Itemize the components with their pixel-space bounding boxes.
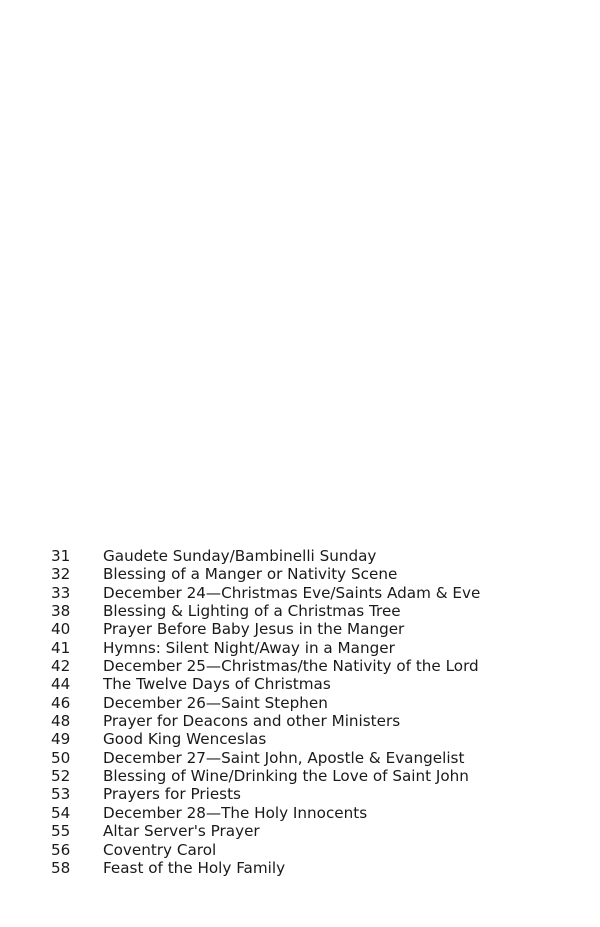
toc-entry (51, 602, 591, 620)
toc-entry (51, 859, 591, 877)
toc-entry-title: Prayer Before Baby Jesus in the Manger (103, 620, 405, 639)
toc-page-number: 44 (51, 675, 71, 694)
toc-page-number: 50 (51, 748, 71, 767)
toc-entry-title: Blessing of a Manger or Nativity Scene (103, 565, 398, 584)
toc-entry (51, 675, 591, 693)
toc-entry (51, 767, 591, 785)
toc-entry-title: Prayer for Deacons and other Ministers (103, 712, 401, 731)
toc-page-number: 42 (51, 657, 71, 676)
toc-entry (51, 841, 591, 859)
toc-entry-title: Prayers for Priests (103, 785, 241, 804)
toc-entry (51, 620, 591, 638)
toc-entry-title: December 28—The Holy Innocents (103, 803, 368, 822)
toc-entry (51, 804, 591, 822)
toc-entry-title: Altar Server's Prayer (103, 822, 260, 841)
table-of-contents (51, 547, 591, 877)
toc-page-number: 55 (51, 822, 71, 841)
toc-entry-title: December 27—Saint John, Apostle & Evangelist (103, 748, 465, 767)
toc-page-number: 41 (51, 638, 71, 657)
toc-entry-title: Feast of the Holy Family (103, 858, 286, 877)
toc-page-number: 48 (51, 712, 71, 731)
toc-entry (51, 547, 591, 565)
toc-page-number: 46 (51, 693, 71, 712)
toc-entry (51, 565, 591, 583)
toc-entry (51, 749, 591, 767)
toc-page-number: 31 (51, 547, 71, 565)
toc-entry-title: December 24—Christmas Eve/Saints Adam & Eve (103, 583, 481, 602)
toc-entry-title: Coventry Carol (103, 840, 217, 859)
toc-entry (51, 730, 591, 748)
toc-entry (51, 584, 591, 602)
toc-entry-title: Gaudete Sunday/Bambinelli Sunday (103, 547, 377, 565)
toc-entry-title: Good King Wenceslas (103, 730, 267, 749)
toc-page-number: 40 (51, 620, 71, 639)
toc-entry (51, 694, 591, 712)
toc-page-number: 49 (51, 730, 71, 749)
toc-page-number: 32 (51, 565, 71, 584)
toc-entry-title: December 25—Christmas/the Nativity of the Lord (103, 657, 479, 676)
toc-entry (51, 639, 591, 657)
toc-page-number: 54 (51, 803, 71, 822)
toc-page-number: 53 (51, 785, 71, 804)
toc-entry-title: Blessing of Wine/Drinking the Love of Saint John (103, 767, 469, 786)
toc-entry-title: December 26—Saint Stephen (103, 693, 328, 712)
toc-entry-title: Hymns: Silent Night/Away in a Manger (103, 638, 395, 657)
toc-entry-title: Blessing & Lighting of a Christmas Tree (103, 602, 401, 621)
toc-entry-title: The Twelve Days of Christmas (103, 675, 331, 694)
toc-page-number: 38 (51, 602, 71, 621)
toc-page-number: 58 (51, 858, 71, 877)
toc-entry (51, 712, 591, 730)
toc-entry (51, 822, 591, 840)
toc-entry (51, 657, 591, 675)
toc-page-number: 33 (51, 583, 71, 602)
toc-page-number: 52 (51, 767, 71, 786)
toc-entry (51, 785, 591, 803)
toc-page-number: 56 (51, 840, 71, 859)
